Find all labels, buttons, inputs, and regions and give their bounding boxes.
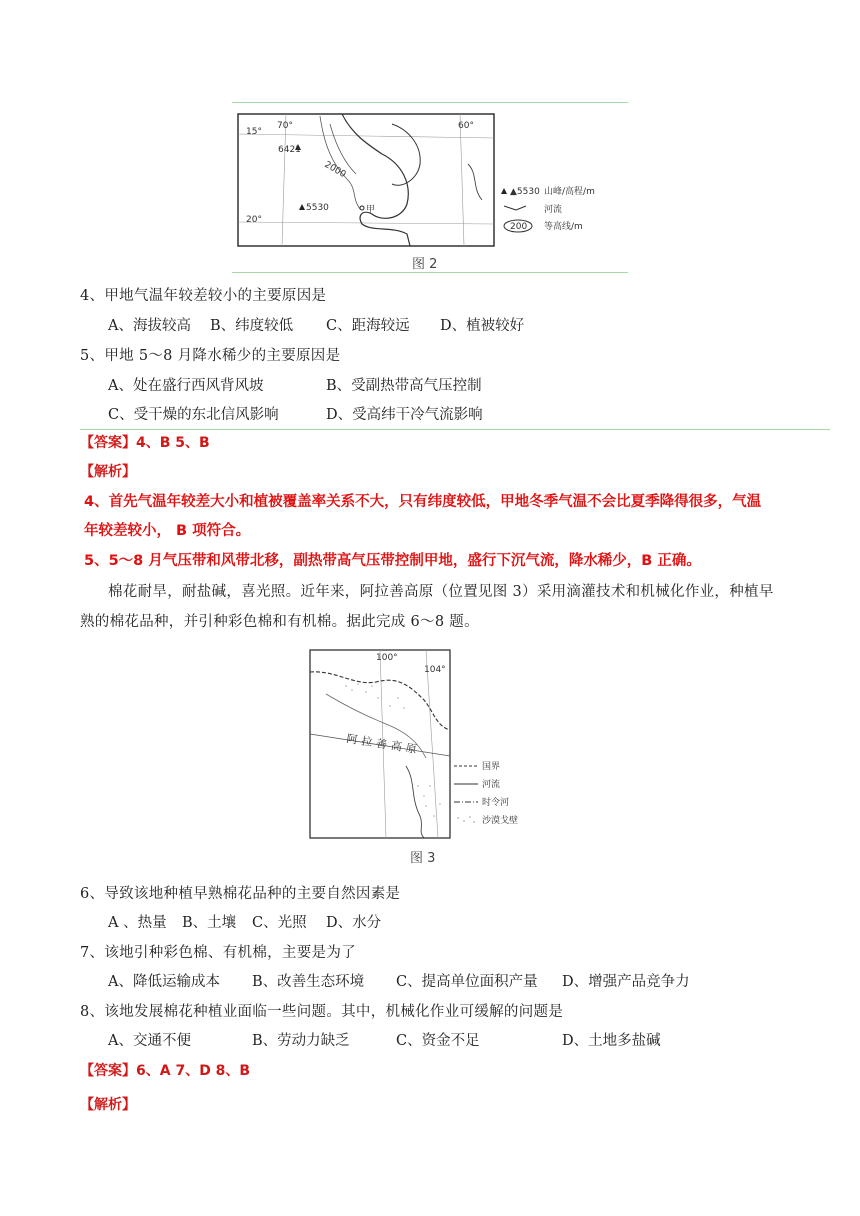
q8-option-a: A、交通不便 xyxy=(108,1033,191,1049)
lat-20-label: 20° xyxy=(246,215,262,225)
q5-option-d: D、受高纬干冷气流影响 xyxy=(326,407,483,423)
legend-river: 河流 xyxy=(482,780,501,790)
figure-3-caption: 图 3 xyxy=(410,851,436,866)
q6-option-b: B、土壤 xyxy=(182,915,237,931)
legend-seasonal-river: 时令河 xyxy=(482,798,510,808)
legend-border: 国界 xyxy=(482,762,501,772)
question-8-stem: 8、该地发展棉花种植业面临一些问题。其中，机械化作业可缓解的问题是 xyxy=(80,1004,564,1020)
q6-option-a: A 、热量 xyxy=(108,915,167,931)
answer-rule xyxy=(80,429,830,430)
figure-2-caption: 图 2 xyxy=(412,257,438,272)
analysis-4-line1: 4、首先气温年较差大小和植被覆盖率关系不大，只有纬度较低，甲地冬季气温不会比夏季降得很多，气温 xyxy=(84,494,762,510)
q7-option-b: B、改善生态环境 xyxy=(252,974,365,990)
lat-15-label: 15° xyxy=(246,127,262,137)
legend-desert: 沙漠戈壁 xyxy=(482,816,519,826)
analysis-5: 5、5～8 月气压带和风带北移，副热带高气压带控制甲地，盛行下沉气流，降水稀少，B 正确。 xyxy=(84,553,701,569)
q7-option-a: A、降低运输成本 xyxy=(108,974,220,990)
question-5-stem: 5、甲地 5～8 月降水稀少的主要原因是 xyxy=(80,348,341,364)
question-6-stem: 6、导致该地种植早熟棉花品种的主要自然因素是 xyxy=(80,886,401,902)
lon-70-label: 70° xyxy=(277,121,293,131)
legend-peak-symbol: ▲5530 xyxy=(510,187,540,197)
q7-option-d: D、增强产品竞争力 xyxy=(562,974,690,990)
analysis-4-line2: 年较差较小， B 项符合。 xyxy=(84,523,251,539)
q5-option-c: C、受干燥的东北信风影响 xyxy=(108,407,279,423)
q6-option-d: D、水分 xyxy=(326,915,382,931)
q6-option-c: C、光照 xyxy=(252,915,307,931)
peak-6421-label: 6421 xyxy=(278,145,301,155)
figure-bottom-rule xyxy=(232,272,628,273)
region-label: 阿拉善高原 xyxy=(345,732,422,757)
contour-2000-label: 2000 xyxy=(322,159,348,181)
passage-line-1: 棉花耐旱，耐盐碱，喜光照。近年来，阿拉善高原（位置见图 3）采用滴灌技术和机械化作业，种植早 xyxy=(108,584,774,600)
peak-5530-label: 5530 xyxy=(306,203,329,213)
legend-contour-label: 等高线/m xyxy=(544,222,583,232)
analysis-label-2: 【解析】 xyxy=(80,1097,136,1113)
q4-option-a: A、海拔较高 xyxy=(108,318,191,334)
q8-option-b: B、劳动力缺乏 xyxy=(252,1033,350,1049)
lon-104-label: 104° xyxy=(424,665,446,675)
map-figure-3 xyxy=(306,646,542,868)
question-7-stem: 7、该地引种彩色棉、有机棉，主要是为了 xyxy=(80,945,356,961)
q4-option-b: B、纬度较低 xyxy=(210,318,294,334)
passage-line-2: 熟的棉花品种，并引种彩色棉和有机棉。据此完成 6～8 题。 xyxy=(80,614,479,630)
q4-option-c: C、距海较远 xyxy=(326,318,410,334)
question-4-stem: 4、甲地气温年较差较小的主要原因是 xyxy=(80,288,327,304)
answer-4-5: 【答案】4、B 5、B xyxy=(80,435,210,451)
q5-option-b: B、受副热带高气压控制 xyxy=(326,378,482,394)
q8-option-c: C、资金不足 xyxy=(396,1033,480,1049)
legend-contour-symbol: 200 xyxy=(510,222,528,232)
lon-60-label: 60° xyxy=(458,121,474,131)
q5-option-a: A、处在盛行西风背风坡 xyxy=(108,378,264,394)
q8-option-d: D、土地多盐碱 xyxy=(562,1033,661,1049)
legend-river-label: 河流 xyxy=(544,205,563,215)
q4-option-d: D、植被较好 xyxy=(440,318,525,334)
legend-peak-label: 山峰/高程/m xyxy=(544,187,595,197)
lon-100-label: 100° xyxy=(376,653,398,663)
analysis-label-1: 【解析】 xyxy=(80,464,136,480)
map-figure-2 xyxy=(232,104,628,274)
q7-option-c: C、提高单位面积产量 xyxy=(396,974,538,990)
figure-top-rule xyxy=(232,102,628,103)
answer-6-8: 【答案】6、A 7、D 8、B xyxy=(80,1063,251,1079)
point-jia-label: 甲 xyxy=(366,205,376,215)
